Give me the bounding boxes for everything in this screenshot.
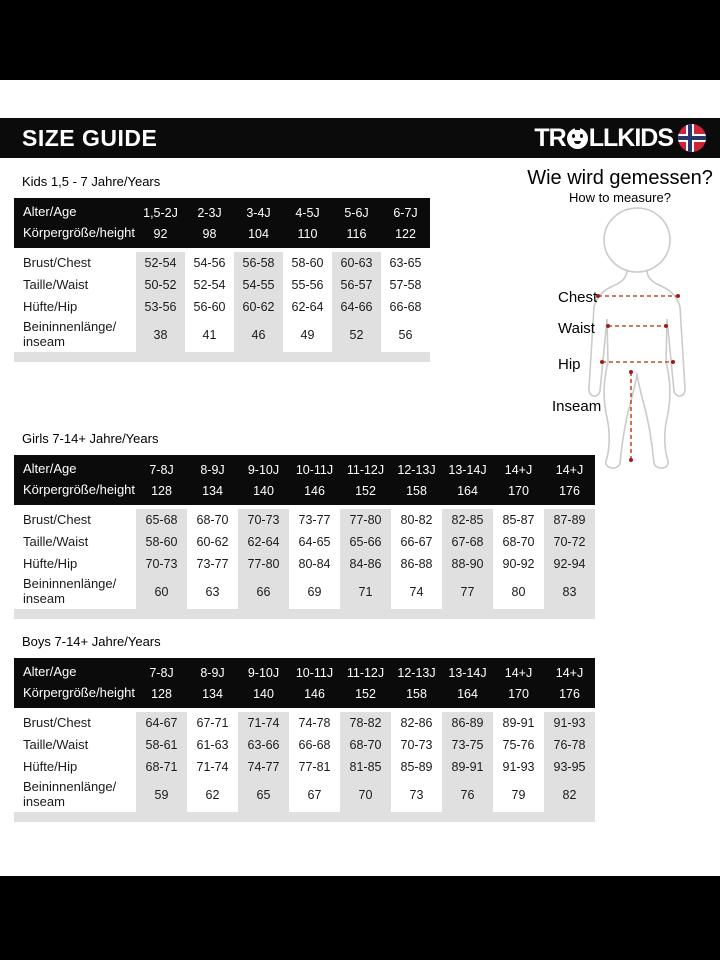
header-row-label: Alter/Age — [23, 461, 77, 477]
section-title-boys: Boys 7-14+ Jahre/Years — [22, 634, 161, 649]
size-section-boys — [14, 634, 595, 822]
header-cell: 1,5-2J — [143, 205, 178, 220]
header-row — [14, 459, 595, 480]
table-row — [14, 274, 430, 296]
value-cell: 54-56 — [193, 256, 226, 270]
row-label: Brust/Chest — [23, 254, 91, 270]
header-cell: 8-9J — [200, 462, 225, 477]
value-cell: 74 — [409, 585, 424, 599]
value-cell: 60-62 — [196, 535, 229, 549]
value-cell: 78-82 — [340, 712, 391, 734]
value-cell: 85-89 — [400, 760, 433, 774]
header-row-label: Körpergröße/height — [23, 482, 136, 498]
header-cell: 158 — [406, 483, 427, 498]
size-section-kids — [14, 174, 430, 362]
header-cell: 13-14J — [448, 665, 487, 680]
measure-heading: Wie wird gemessen? — [527, 167, 713, 189]
header-cell: 134 — [202, 686, 223, 701]
row-label: Beininnenlänge/ inseam — [23, 779, 117, 809]
value-cell: 70-73 — [400, 738, 433, 752]
value-cell: 85-87 — [502, 513, 535, 527]
value-cell: 38 — [136, 318, 185, 352]
row-label: Hüfte/Hip — [23, 758, 78, 774]
value-cell: 62-64 — [238, 531, 289, 553]
top-black-bar — [0, 0, 720, 80]
table-row — [14, 575, 595, 609]
header-cell: 128 — [151, 686, 172, 701]
header-row — [14, 683, 595, 704]
value-cell: 63-65 — [389, 256, 422, 270]
troll-face-icon — [567, 128, 588, 149]
value-cell: 59 — [136, 778, 187, 812]
header-row-label: Körpergröße/height — [23, 225, 136, 241]
value-cell: 74-77 — [238, 756, 289, 778]
value-cell: 89-91 — [502, 716, 535, 730]
header-row — [14, 480, 595, 501]
table-row — [14, 712, 595, 734]
header-cell: 140 — [253, 686, 274, 701]
value-cell: 63-66 — [238, 734, 289, 756]
value-cell: 67-68 — [442, 531, 493, 553]
brand-text-pre: TR — [534, 123, 566, 152]
value-cell: 86-88 — [400, 557, 433, 571]
header-cell: 6-7J — [393, 205, 418, 220]
row-label: Beininnenlänge/ inseam — [23, 576, 117, 606]
value-cell: 77-80 — [340, 509, 391, 531]
row-label: Taille/Waist — [23, 533, 89, 549]
table-row — [14, 509, 595, 531]
table-row — [14, 553, 595, 575]
brand-logo — [534, 124, 706, 153]
value-cell: 65-68 — [136, 509, 187, 531]
header-cell: 152 — [355, 483, 376, 498]
header-cell: 13-14J — [448, 462, 487, 477]
value-cell: 68-70 — [502, 535, 535, 549]
header-cell: 152 — [355, 686, 376, 701]
value-cell: 87-89 — [544, 509, 595, 531]
header-cell: 2-3J — [197, 205, 222, 220]
header-cell: 164 — [457, 483, 478, 498]
header-cell: 12-13J — [397, 665, 436, 680]
bottom-black-bar — [0, 876, 720, 960]
value-cell: 86-89 — [442, 712, 493, 734]
value-cell: 91-93 — [502, 760, 535, 774]
header-cell: 14+J — [555, 462, 584, 477]
value-cell: 92-94 — [544, 553, 595, 575]
size-section-girls — [14, 431, 595, 619]
header-cell: 8-9J — [200, 665, 225, 680]
header-cell: 128 — [151, 483, 172, 498]
value-cell: 60-63 — [332, 252, 381, 274]
value-cell: 68-70 — [196, 513, 229, 527]
row-label: Hüfte/Hip — [23, 555, 78, 571]
table-row — [14, 318, 430, 352]
header-row-label: Alter/Age — [23, 664, 77, 680]
header-cell: 170 — [508, 686, 529, 701]
table-row — [14, 296, 430, 318]
value-cell: 77-80 — [238, 553, 289, 575]
header-cell: 14+J — [555, 665, 584, 680]
value-cell: 71-74 — [196, 760, 229, 774]
header-cell: 9-10J — [247, 665, 280, 680]
value-cell: 80-82 — [400, 513, 433, 527]
brand-text-post: LLKIDS — [588, 123, 673, 152]
value-cell: 64-66 — [332, 296, 381, 318]
header-cell: 92 — [153, 226, 168, 241]
value-cell: 56 — [398, 328, 413, 342]
value-cell: 91-93 — [544, 712, 595, 734]
value-cell: 57-58 — [389, 278, 422, 292]
value-cell: 50-52 — [136, 274, 185, 296]
value-cell: 63 — [205, 585, 220, 599]
row-label: Brust/Chest — [23, 511, 91, 527]
size-table-boys — [14, 658, 595, 822]
header-cell: 110 — [297, 226, 318, 241]
value-cell: 81-85 — [340, 756, 391, 778]
header-cell: 116 — [346, 226, 367, 241]
measure-label-inseam: Inseam — [552, 398, 602, 415]
value-cell: 64-67 — [136, 712, 187, 734]
header-cell: 14+J — [504, 665, 533, 680]
value-cell: 70 — [340, 778, 391, 812]
row-label: Brust/Chest — [23, 714, 91, 730]
row-label: Taille/Waist — [23, 276, 89, 292]
value-cell: 52-54 — [136, 252, 185, 274]
value-cell: 83 — [544, 575, 595, 609]
value-cell: 70-72 — [544, 531, 595, 553]
value-cell: 79 — [511, 788, 526, 802]
brand-wordmark — [534, 124, 673, 153]
header-cell: 7-8J — [149, 462, 174, 477]
table-row — [14, 531, 595, 553]
value-cell: 66-67 — [400, 535, 433, 549]
value-cell: 71 — [340, 575, 391, 609]
header-row — [14, 223, 430, 244]
header-cell: 9-10J — [247, 462, 280, 477]
value-cell: 90-92 — [502, 557, 535, 571]
size-guide-header-bar — [0, 118, 720, 158]
value-cell: 60 — [136, 575, 187, 609]
header-cell: 10-11J — [295, 462, 334, 477]
row-label: Taille/Waist — [23, 736, 89, 752]
value-cell: 58-61 — [136, 734, 187, 756]
row-label: Hüfte/Hip — [23, 298, 78, 314]
value-cell: 66-68 — [298, 738, 331, 752]
value-cell: 67-71 — [196, 716, 229, 730]
value-cell: 77 — [442, 575, 493, 609]
header-cell: 3-4J — [246, 205, 271, 220]
value-cell: 49 — [300, 328, 315, 342]
header-cell: 12-13J — [397, 462, 436, 477]
header-cell: 98 — [202, 226, 217, 241]
value-cell: 66-68 — [389, 300, 422, 314]
value-cell: 89-91 — [442, 756, 493, 778]
value-cell: 56-57 — [332, 274, 381, 296]
row-label: Beininnenlänge/ inseam — [23, 319, 117, 349]
value-cell: 56-58 — [234, 252, 283, 274]
value-cell: 80 — [511, 585, 526, 599]
value-cell: 77-81 — [298, 760, 331, 774]
value-cell: 65-66 — [340, 531, 391, 553]
value-cell: 70-73 — [136, 553, 187, 575]
value-cell: 54-55 — [234, 274, 283, 296]
header-cell: 11-12J — [346, 665, 385, 680]
header-cell: 5-6J — [344, 205, 369, 220]
value-cell: 53-56 — [136, 296, 185, 318]
header-row — [14, 202, 430, 223]
value-cell: 69 — [307, 585, 322, 599]
value-cell: 68-70 — [340, 734, 391, 756]
measure-subheading: How to measure? — [569, 190, 671, 205]
size-table-kids — [14, 198, 430, 362]
value-cell: 55-56 — [291, 278, 324, 292]
table-header-boys — [14, 658, 595, 708]
section-title-girls: Girls 7-14+ Jahre/Years — [22, 431, 159, 446]
value-cell: 41 — [202, 328, 217, 342]
header-cell: 176 — [559, 686, 580, 701]
value-cell: 88-90 — [442, 553, 493, 575]
table-footer-strip — [14, 812, 595, 822]
measure-label-hip: Hip — [558, 356, 581, 373]
value-cell: 52-54 — [193, 278, 226, 292]
value-cell: 62-64 — [291, 300, 324, 314]
header-cell: 164 — [457, 686, 478, 701]
value-cell: 70-73 — [238, 509, 289, 531]
header-cell: 170 — [508, 483, 529, 498]
table-row — [14, 778, 595, 812]
value-cell: 75-76 — [502, 738, 535, 752]
measure-label-chest: Chest — [558, 289, 598, 306]
value-cell: 84-86 — [340, 553, 391, 575]
header-cell: 10-11J — [295, 665, 334, 680]
table-footer-strip — [14, 352, 430, 362]
measure-label-waist: Waist — [558, 320, 595, 337]
table-row — [14, 734, 595, 756]
header-row — [14, 662, 595, 683]
table-body-girls — [14, 505, 595, 609]
value-cell: 66 — [238, 575, 289, 609]
header-cell: 4-5J — [295, 205, 320, 220]
header-cell: 158 — [406, 686, 427, 701]
header-cell: 140 — [253, 483, 274, 498]
norway-flag-icon — [678, 124, 706, 152]
size-table-girls — [14, 455, 595, 619]
value-cell: 76-78 — [544, 734, 595, 756]
value-cell: 64-65 — [298, 535, 331, 549]
value-cell: 80-84 — [298, 557, 331, 571]
header-cell: 146 — [304, 483, 325, 498]
table-body-kids — [14, 248, 430, 352]
value-cell: 93-95 — [544, 756, 595, 778]
table-row — [14, 756, 595, 778]
value-cell: 82-85 — [442, 509, 493, 531]
value-cell: 67 — [307, 788, 322, 802]
header-cell: 14+J — [504, 462, 533, 477]
table-header-kids — [14, 198, 430, 248]
header-row-label: Alter/Age — [23, 204, 77, 220]
header-cell: 11-12J — [346, 462, 385, 477]
header-cell: 146 — [304, 686, 325, 701]
header-cell: 7-8J — [149, 665, 174, 680]
value-cell: 58-60 — [136, 531, 187, 553]
value-cell: 73-77 — [298, 513, 331, 527]
header-cell: 104 — [248, 226, 269, 241]
value-cell: 82-86 — [400, 716, 433, 730]
value-cell: 76 — [442, 778, 493, 812]
value-cell: 71-74 — [238, 712, 289, 734]
value-cell: 60-62 — [234, 296, 283, 318]
value-cell: 68-71 — [136, 756, 187, 778]
table-footer-strip — [14, 609, 595, 619]
header-cell: 176 — [559, 483, 580, 498]
value-cell: 73-77 — [196, 557, 229, 571]
header-row-label: Körpergröße/height — [23, 685, 136, 701]
value-cell: 52 — [332, 318, 381, 352]
value-cell: 46 — [234, 318, 283, 352]
value-cell: 62 — [205, 788, 220, 802]
header-cell: 134 — [202, 483, 223, 498]
table-header-girls — [14, 455, 595, 505]
value-cell: 58-60 — [291, 256, 324, 270]
value-cell: 74-78 — [298, 716, 331, 730]
table-row — [14, 252, 430, 274]
value-cell: 73 — [409, 788, 424, 802]
value-cell: 65 — [238, 778, 289, 812]
value-cell: 73-75 — [442, 734, 493, 756]
header-cell: 122 — [395, 226, 416, 241]
section-title-kids: Kids 1,5 - 7 Jahre/Years — [22, 174, 161, 189]
value-cell: 82 — [544, 778, 595, 812]
page-title: SIZE GUIDE — [22, 124, 158, 151]
value-cell: 61-63 — [196, 738, 229, 752]
table-body-boys — [14, 708, 595, 812]
value-cell: 56-60 — [193, 300, 226, 314]
